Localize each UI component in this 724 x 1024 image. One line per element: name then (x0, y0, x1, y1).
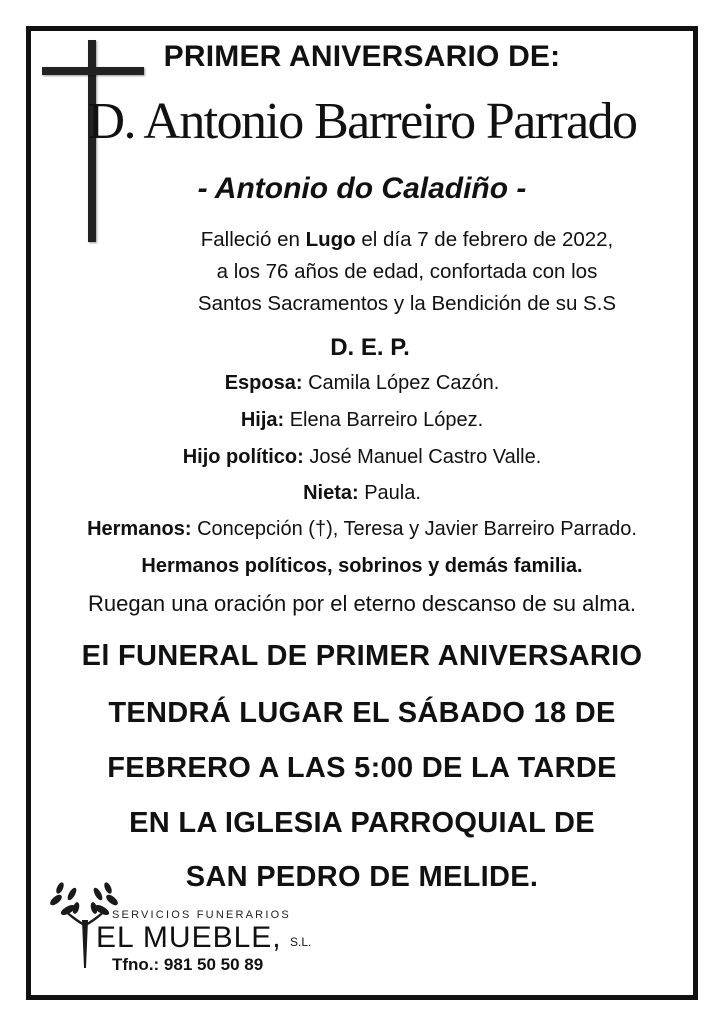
funeral-line-3: FEBRERO A LAS 5:00 DE LA TARDE (107, 752, 617, 784)
funeral-line-5: SAN PEDRO DE MELIDE. (185, 861, 539, 893)
funeral-line-1: El FUNERAL DE PRIMER ANIVERSARIO (81, 640, 643, 672)
deceased-name: D. Antonio Barreiro Parrado (87, 93, 637, 150)
family-line-spouse: Esposa: Camila López Cazón. (224, 372, 500, 394)
death-info-line-3: Santos Sacramentos y la Bendición de su S.S (197, 292, 617, 315)
prayer-request: Ruegan una oración por el eterno descanso de su alma. (88, 591, 636, 616)
extended-family: Hermanos políticos, sobrinos y demás familia. (141, 555, 583, 577)
notice-title: PRIMER ANIVERSARIO DE: (163, 40, 561, 73)
death-info-line-1: Falleció en Lugo el día 7 de febrero de 2022, (200, 228, 614, 251)
family-line-siblings: Hermanos: Concepción (†), Teresa y Javier Barreiro Parrado. (87, 518, 637, 540)
deceased-nickname: - Antonio do Caladiño - (197, 172, 527, 205)
death-info-line-2: a los 76 años de edad, confortada con los (216, 260, 598, 283)
family-line-son-in-law: Hijo político: José Manuel Castro Valle. (182, 446, 542, 468)
funeral-line-4: EN LA IGLESIA PARROQUIAL DE (129, 807, 595, 839)
logo-company-suffix: S.L. (290, 935, 312, 949)
logo-phone: Tfno.: 981 50 50 89 (112, 955, 264, 974)
logo-company-name: EL MUEBLE, (96, 921, 282, 954)
family-line-granddaughter: Nieta: Paula. (303, 482, 421, 504)
family-line-daughter: Hija: Elena Barreiro López. (240, 409, 484, 431)
dep-label: D. E. P. (330, 334, 410, 361)
logo-subtitle: SERVICIOS FUNERARIOS (112, 909, 291, 921)
funeral-line-2: TENDRÁ LUGAR EL SÁBADO 18 DE (108, 697, 616, 729)
